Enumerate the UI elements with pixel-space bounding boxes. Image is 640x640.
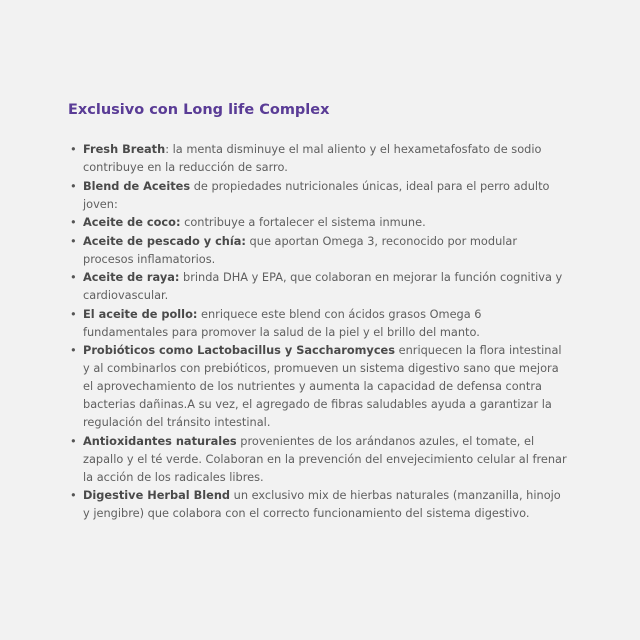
bullet-icon: • [70,142,77,156]
bullet-icon: • [70,215,77,229]
item-text: que aportan Omega 3, reconocido por modular procesos inflamatorios. [83,233,518,266]
list-item [68,486,568,522]
item-term: Probióticos como Lactobacillus y Saccharomyces [83,343,395,357]
item-text: un exclusivo mix de hierbas naturales (manzanilla, hinojo y jengibre) que colabora con el correcto funcionamiento del sistema digestivo. [83,488,561,520]
list-item [68,177,568,213]
item-text: contribuye a fortalecer el sistema inmune. [180,215,426,229]
item-term: Antioxidantes naturales [83,433,237,448]
product-description [68,100,568,523]
bullet-icon: • [70,178,77,193]
item-text: brinda DHA y EPA, que colaboran en mejorar la función cognitiva y cardiovascular. [83,270,563,302]
bullet-icon: • [70,270,77,284]
item-term: Digestive Herbal Blend [83,488,231,502]
item-term: Aceite de pescado y chía: [83,233,246,248]
list-item [68,140,568,176]
list-item [68,341,568,431]
item-term: Blend de Aceites [83,178,191,193]
item-text: : la menta disminuye el mal aliento y el hexametafosfato de sodio contribuye en la reducción de sarro. [83,142,542,174]
bullet-icon: • [70,306,77,321]
list-item [68,268,568,304]
item-text: de propiedades nutricionales únicas, ideal para el perro adulto joven: [83,178,550,211]
item-term: Aceite de raya: [83,270,180,284]
item-text: enriquece este blend con ácidos grasos Omega 6 fundamentales para promover la salud de la piel y el brillo del manto. [83,306,482,339]
item-term: Aceite de coco: [83,215,181,229]
bullet-icon: • [70,233,77,248]
item-text: enriquecen la flora intestinal y al combinarlos con prebióticos, promueven un sistema digestivo sano que mejora el aprovechamiento de los nutrientes y aumenta la capacidad de defensa contra bacterias dañinas.A su vez, el agregado de fibras saludables ayuda a garantizar la regulación del tránsito intestinal. [83,343,562,429]
bullet-icon: • [70,488,77,502]
bullet-icon: • [70,433,77,448]
bullet-icon: • [70,343,77,357]
list-item [68,232,568,268]
item-text: provenientes de los arándanos azules, el tomate, el zapallo y el té verde. Colaboran en la prevención del envejecimiento celular al frenar la acción de los radicales libres. [83,433,567,484]
list-item [68,213,568,231]
item-term: El aceite de pollo: [83,306,198,321]
item-term: Fresh Breath [83,142,166,156]
list-item [68,305,568,341]
benefits-list [68,140,568,522]
section-title: Exclusivo con Long life Complex [68,102,330,118]
list-item [68,432,568,486]
